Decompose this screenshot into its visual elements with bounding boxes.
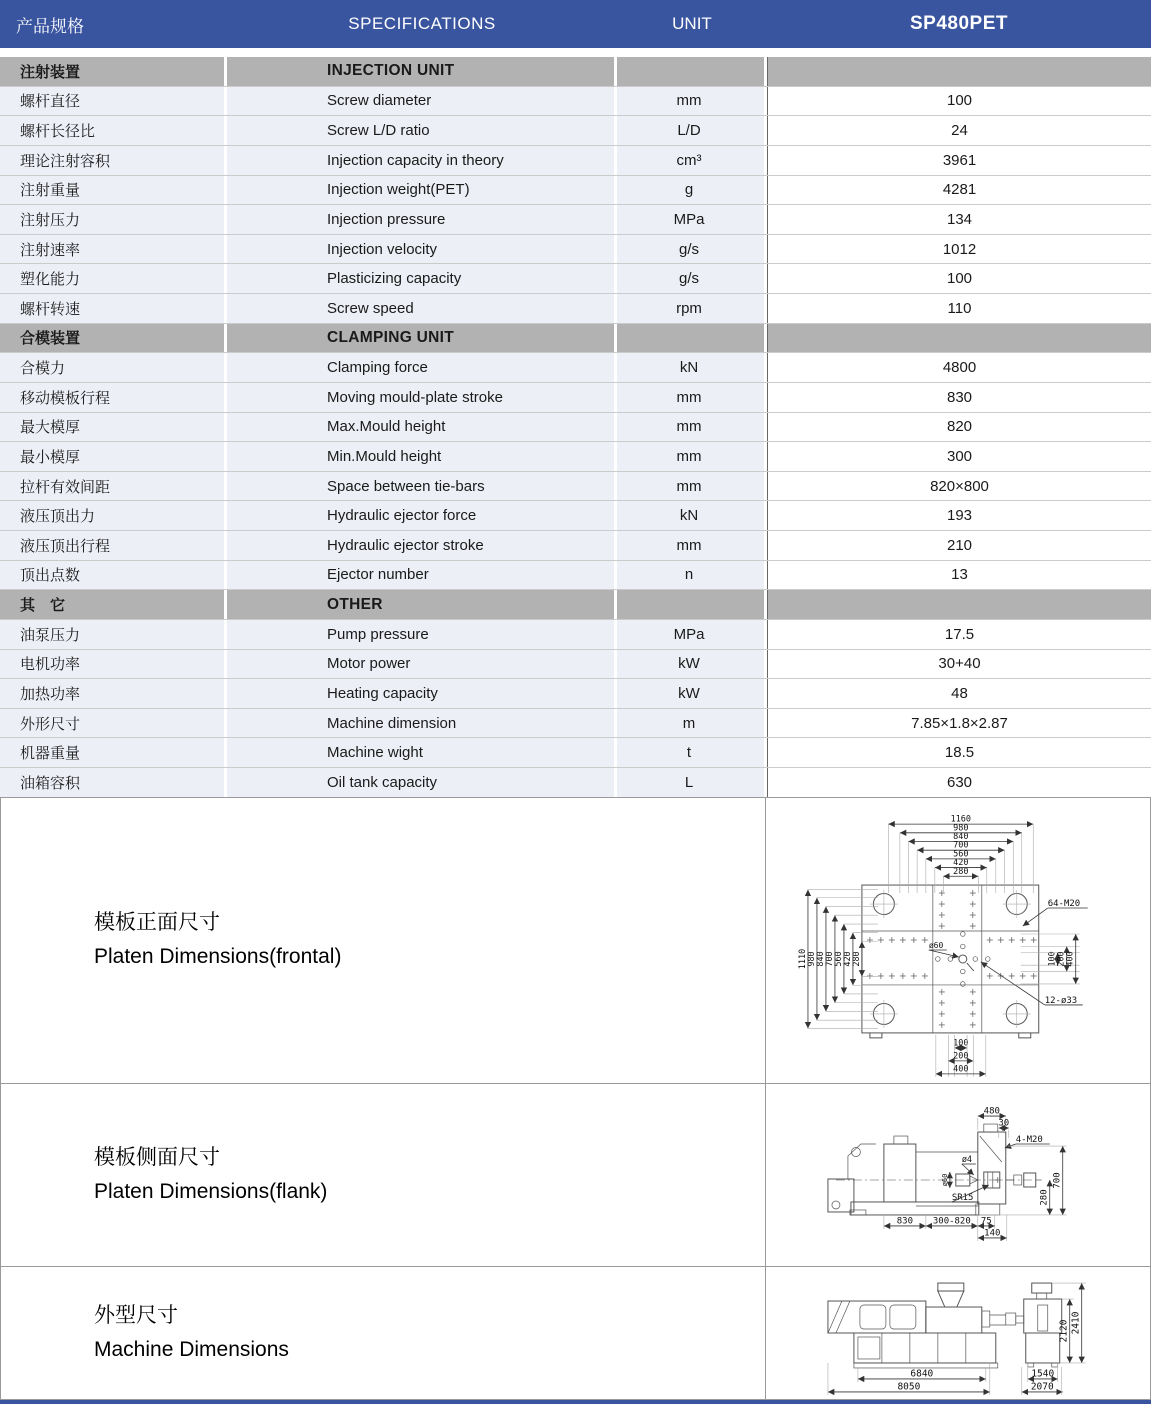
diagram-row-frontal xyxy=(1,798,1150,1083)
spec-unit: kN xyxy=(617,353,767,382)
spec-row xyxy=(0,352,1151,382)
spec-value: 18.5 xyxy=(767,738,1151,767)
spec-value: 210 xyxy=(767,531,1151,560)
hopper xyxy=(938,1291,964,1307)
spec-table xyxy=(0,57,1151,797)
spec-name-zh: 顶出点数 xyxy=(0,561,227,590)
spec-name-zh: 液压顶出行程 xyxy=(0,531,227,560)
spec-name-en: Screw diameter xyxy=(227,87,617,116)
spec-unit: L xyxy=(617,768,767,797)
spec-row xyxy=(0,382,1151,412)
spec-unit: MPa xyxy=(617,205,767,234)
spec-row xyxy=(0,649,1151,679)
header-gap xyxy=(0,48,1151,57)
hopper-end xyxy=(1032,1283,1052,1293)
base xyxy=(854,1333,996,1363)
spec-name-zh: 合模力 xyxy=(0,353,227,382)
spec-name-zh: 外形尺寸 xyxy=(0,709,227,738)
spec-row xyxy=(0,767,1151,797)
spec-name-zh: 最大模厚 xyxy=(0,413,227,442)
spec-value: 100 xyxy=(767,264,1151,293)
spec-name-zh: 移动模板行程 xyxy=(0,383,227,412)
flank-label xyxy=(1,1084,766,1266)
spec-unit: L/D xyxy=(617,116,767,145)
machine-label xyxy=(1,1267,766,1399)
frontal-platen-diagram xyxy=(766,798,1150,1083)
dim-label: 1540 xyxy=(1031,1368,1055,1380)
spec-name-zh: 螺杆长径比 xyxy=(0,116,227,145)
center-hole xyxy=(959,955,967,963)
barrel-flange xyxy=(982,1311,990,1327)
spec-unit: g/s xyxy=(617,235,767,264)
injection-housing xyxy=(926,1307,982,1333)
spec-row xyxy=(0,175,1151,205)
section-title-en: OTHER xyxy=(227,590,617,619)
spec-row xyxy=(0,678,1151,708)
header-product-label: 产品规格 xyxy=(16,16,84,36)
spec-value: 48 xyxy=(767,679,1151,708)
spec-unit: kN xyxy=(617,501,767,530)
ejector-hole xyxy=(948,956,953,961)
dim-label: 200 xyxy=(1057,950,1068,967)
spec-value: 110 xyxy=(767,294,1151,323)
spec-row xyxy=(0,441,1151,471)
annotation-leader xyxy=(962,1164,974,1175)
diagram-row-machine xyxy=(1,1266,1150,1399)
platen-outline xyxy=(862,885,1039,1033)
foot xyxy=(1052,1363,1058,1367)
annotation-label: 12-ø33 xyxy=(1045,995,1078,1006)
header-unit-label: UNIT xyxy=(672,14,712,33)
annotation-leader xyxy=(981,962,1045,1005)
ejector-hole xyxy=(973,956,978,961)
spec-value: 4800 xyxy=(767,353,1151,382)
spec-value: 820 xyxy=(767,413,1151,442)
dim-label: 140 xyxy=(984,1228,1001,1239)
section-value-cell xyxy=(767,324,1151,353)
spec-unit: mm xyxy=(617,87,767,116)
spec-unit: n xyxy=(617,561,767,590)
dim-label: 75 xyxy=(981,1216,993,1227)
spec-row xyxy=(0,737,1151,767)
dim-label: 980 xyxy=(807,950,818,967)
annotation-label: 64-M20 xyxy=(1048,898,1081,909)
machine-title-zh: 外型尺寸 xyxy=(94,1303,178,1327)
spec-name-zh: 油泵压力 xyxy=(0,620,227,649)
header-bar xyxy=(0,0,1151,48)
dim-label: 560 xyxy=(834,950,845,967)
spec-unit: m xyxy=(617,709,767,738)
spec-name-en: Screw L/D ratio xyxy=(227,116,617,145)
dim-label: 560 xyxy=(953,849,969,860)
base-end xyxy=(1026,1333,1060,1363)
moving-platen xyxy=(884,1144,916,1202)
center-hole-tick xyxy=(967,963,974,971)
dim-label: 2410 xyxy=(1071,1311,1083,1335)
flank-figure xyxy=(766,1084,1150,1266)
spec-value: 13 xyxy=(767,561,1151,590)
base-door xyxy=(858,1337,880,1359)
section-value-cell xyxy=(767,57,1151,86)
diagram-row-flank xyxy=(1,1083,1150,1266)
dim-label: 2070 xyxy=(1031,1381,1055,1393)
ejector-hole xyxy=(961,969,966,974)
spec-name-en: Injection velocity xyxy=(227,235,617,264)
spec-name-zh: 拉杆有效间距 xyxy=(0,472,227,501)
dim-label: 700 xyxy=(953,840,969,851)
machine-bed xyxy=(851,1202,979,1215)
spec-name-zh: 螺杆直径 xyxy=(0,87,227,116)
flank-title-zh: 模板侧面尺寸 xyxy=(94,1145,220,1169)
spec-unit: mm xyxy=(617,472,767,501)
section-title-zh: 注射装置 xyxy=(0,57,227,86)
section-title-zh: 其 它 xyxy=(0,590,227,619)
dim-label: 400 xyxy=(953,1064,969,1075)
dim-label: 840 xyxy=(816,950,827,967)
spec-name-en: Max.Mould height xyxy=(227,413,617,442)
dim-label: 300-820 xyxy=(933,1216,972,1227)
hopper-neck xyxy=(1037,1293,1047,1299)
ejector-hole xyxy=(961,944,966,949)
spec-name-en: Hydraulic ejector stroke xyxy=(227,531,617,560)
spec-unit: g xyxy=(617,176,767,205)
spec-name-zh: 注射压力 xyxy=(0,205,227,234)
dim-label: 30 xyxy=(998,1118,1010,1129)
window xyxy=(860,1305,886,1329)
section-title-zh: 合模装置 xyxy=(0,324,227,353)
dim-label: 1160 xyxy=(950,814,972,825)
spec-name-zh: 螺杆转速 xyxy=(0,294,227,323)
platen-block xyxy=(894,1136,908,1144)
section-row xyxy=(0,323,1151,353)
spec-value: 820×800 xyxy=(767,472,1151,501)
dim-label: 6840 xyxy=(910,1368,934,1380)
spec-value: 3961 xyxy=(767,146,1151,175)
spec-row xyxy=(0,708,1151,738)
spec-name-zh: 塑化能力 xyxy=(0,264,227,293)
spec-name-zh: 加热功率 xyxy=(0,679,227,708)
spec-unit: MPa xyxy=(617,620,767,649)
dim-label: 420 xyxy=(953,857,969,868)
dim-label: 480 xyxy=(984,1106,1001,1117)
spec-unit: g/s xyxy=(617,264,767,293)
spec-name-en: Injection pressure xyxy=(227,205,617,234)
ejector-hole xyxy=(961,931,966,936)
section-unit-cell xyxy=(617,324,767,353)
platen-block xyxy=(984,1124,998,1132)
window xyxy=(890,1305,916,1329)
diagram-section xyxy=(0,797,1151,1400)
nozzle-end xyxy=(1016,1316,1024,1323)
flank-platen-diagram xyxy=(766,1084,1150,1266)
section-row xyxy=(0,57,1151,86)
ejector-hole xyxy=(986,956,991,961)
pin-hole xyxy=(832,1201,840,1209)
spec-row xyxy=(0,115,1151,145)
spec-value: 630 xyxy=(767,768,1151,797)
spec-name-zh: 最小模厚 xyxy=(0,442,227,471)
spec-name-en: Heating capacity xyxy=(227,679,617,708)
spec-name-en: Min.Mould height xyxy=(227,442,617,471)
dim-label: 1110 xyxy=(798,948,809,969)
spec-value: 300 xyxy=(767,442,1151,471)
spec-unit: mm xyxy=(617,413,767,442)
spec-row xyxy=(0,293,1151,323)
spec-unit: cm³ xyxy=(617,146,767,175)
spec-row xyxy=(0,145,1151,175)
section-unit-cell xyxy=(617,590,767,619)
dim-label: 700 xyxy=(1053,1172,1064,1189)
dim-label: 420 xyxy=(843,950,854,967)
dim-label: 280 xyxy=(1040,1188,1051,1206)
fixed-platen xyxy=(978,1132,1006,1204)
cab-slant xyxy=(836,1301,850,1333)
foot xyxy=(1028,1363,1034,1367)
platen-foot xyxy=(976,1204,1000,1215)
dim-label: 400 xyxy=(1066,950,1077,967)
spec-row xyxy=(0,204,1151,234)
spec-row xyxy=(0,619,1151,649)
spec-value: 830 xyxy=(767,383,1151,412)
spec-name-en: Machine dimension xyxy=(227,709,617,738)
annotation-label: ø60 xyxy=(929,940,944,950)
spec-value: 30+40 xyxy=(767,650,1151,679)
spec-unit: mm xyxy=(617,442,767,471)
spec-name-zh: 机器重量 xyxy=(0,738,227,767)
frontal-title-zh: 模板正面尺寸 xyxy=(94,911,220,935)
dim-label: 100 xyxy=(1048,950,1059,967)
dim-label: 980 xyxy=(953,822,969,833)
dim-label: 700 xyxy=(825,950,836,967)
annotation-label: SR15 xyxy=(952,1192,974,1203)
spec-name-en: Motor power xyxy=(227,650,617,679)
platen-feet xyxy=(870,1033,1031,1038)
spec-unit: kW xyxy=(617,679,767,708)
dim-label: 2120 xyxy=(1059,1319,1071,1343)
ejector-hole xyxy=(961,981,966,986)
section-unit-cell xyxy=(617,57,767,86)
spec-name-en: Injection capacity in theory xyxy=(227,146,617,175)
spec-row xyxy=(0,234,1151,264)
spec-name-en: Hydraulic ejector force xyxy=(227,501,617,530)
spec-row xyxy=(0,500,1151,530)
machine-dimensions-diagram xyxy=(766,1267,1150,1399)
body-end xyxy=(1024,1299,1062,1333)
spec-unit: t xyxy=(617,738,767,767)
spec-name-zh: 电机功率 xyxy=(0,650,227,679)
spec-row xyxy=(0,263,1151,293)
frontal-figure xyxy=(766,798,1150,1083)
spec-name-en: Space between tie-bars xyxy=(227,472,617,501)
machine-title-en: Machine Dimensions xyxy=(94,1337,289,1361)
spec-value: 4281 xyxy=(767,176,1151,205)
cab-slant xyxy=(828,1301,842,1333)
section-title-en: INJECTION UNIT xyxy=(227,57,617,86)
spec-name-zh: 油箱容积 xyxy=(0,768,227,797)
header-model-label: SP480PET xyxy=(910,13,1008,34)
dim-label: 840 xyxy=(953,831,969,842)
annotation-leader xyxy=(929,950,959,957)
hopper-lid xyxy=(938,1283,964,1291)
spec-name-en: Clamping force xyxy=(227,353,617,382)
bottom-accent-bar xyxy=(0,1400,1151,1404)
dim-label: 280 xyxy=(852,950,863,967)
spec-name-zh: 注射重量 xyxy=(0,176,227,205)
spec-name-en: Plasticizing capacity xyxy=(227,264,617,293)
spec-name-en: Injection weight(PET) xyxy=(227,176,617,205)
spec-value: 193 xyxy=(767,501,1151,530)
section-value-cell xyxy=(767,590,1151,619)
spec-row xyxy=(0,560,1151,590)
dim-label: 200 xyxy=(953,1051,969,1062)
spec-value: 134 xyxy=(767,205,1151,234)
spec-row xyxy=(0,530,1151,560)
flank-title-en: Platen Dimensions(flank) xyxy=(94,1179,328,1203)
header-specifications-label: SPECIFICATIONS xyxy=(348,14,496,33)
spec-value: 7.85×1.8×2.87 xyxy=(767,709,1151,738)
rear-bracket xyxy=(828,1179,854,1212)
spec-name-en: Screw speed xyxy=(227,294,617,323)
dim-label: ø60 xyxy=(941,1173,950,1186)
spec-name-en: Oil tank capacity xyxy=(227,768,617,797)
dim-label: 830 xyxy=(897,1216,914,1227)
annotation-leader xyxy=(1023,908,1048,926)
spec-value: 17.5 xyxy=(767,620,1151,649)
spec-value: 24 xyxy=(767,116,1151,145)
spec-name-en: Moving mould-plate stroke xyxy=(227,383,617,412)
ejector-hole xyxy=(936,956,941,961)
barrel-end xyxy=(1006,1313,1016,1325)
machine-figure xyxy=(766,1267,1150,1399)
spec-name-en: Ejector number xyxy=(227,561,617,590)
dim-label: 8050 xyxy=(897,1381,921,1393)
spec-name-zh: 注射速率 xyxy=(0,235,227,264)
spec-unit: rpm xyxy=(617,294,767,323)
spec-value: 100 xyxy=(767,87,1151,116)
base-rail xyxy=(854,1363,998,1368)
annotation-label: 4-M20 xyxy=(1016,1134,1044,1145)
spec-row xyxy=(0,86,1151,116)
gusset xyxy=(980,1136,1002,1162)
spec-unit: kW xyxy=(617,650,767,679)
spec-unit: mm xyxy=(617,383,767,412)
spec-row xyxy=(0,412,1151,442)
dim-label: 100 xyxy=(953,1038,969,1049)
spec-row xyxy=(0,471,1151,501)
section-title-en: CLAMPING UNIT xyxy=(227,324,617,353)
annotation-label: ø4 xyxy=(962,1154,973,1165)
section-row xyxy=(0,589,1151,619)
spec-name-zh: 理论注射容积 xyxy=(0,146,227,175)
spec-name-en: Pump pressure xyxy=(227,620,617,649)
dim-label: 280 xyxy=(953,866,969,877)
spec-name-zh: 液压顶出力 xyxy=(0,501,227,530)
spec-unit: mm xyxy=(617,531,767,560)
barrel-end-view xyxy=(1038,1305,1048,1331)
spec-value: 1012 xyxy=(767,235,1151,264)
frontal-title-en: Platen Dimensions(frontal) xyxy=(94,945,342,969)
frontal-label xyxy=(1,798,766,1083)
spec-name-en: Machine wight xyxy=(227,738,617,767)
